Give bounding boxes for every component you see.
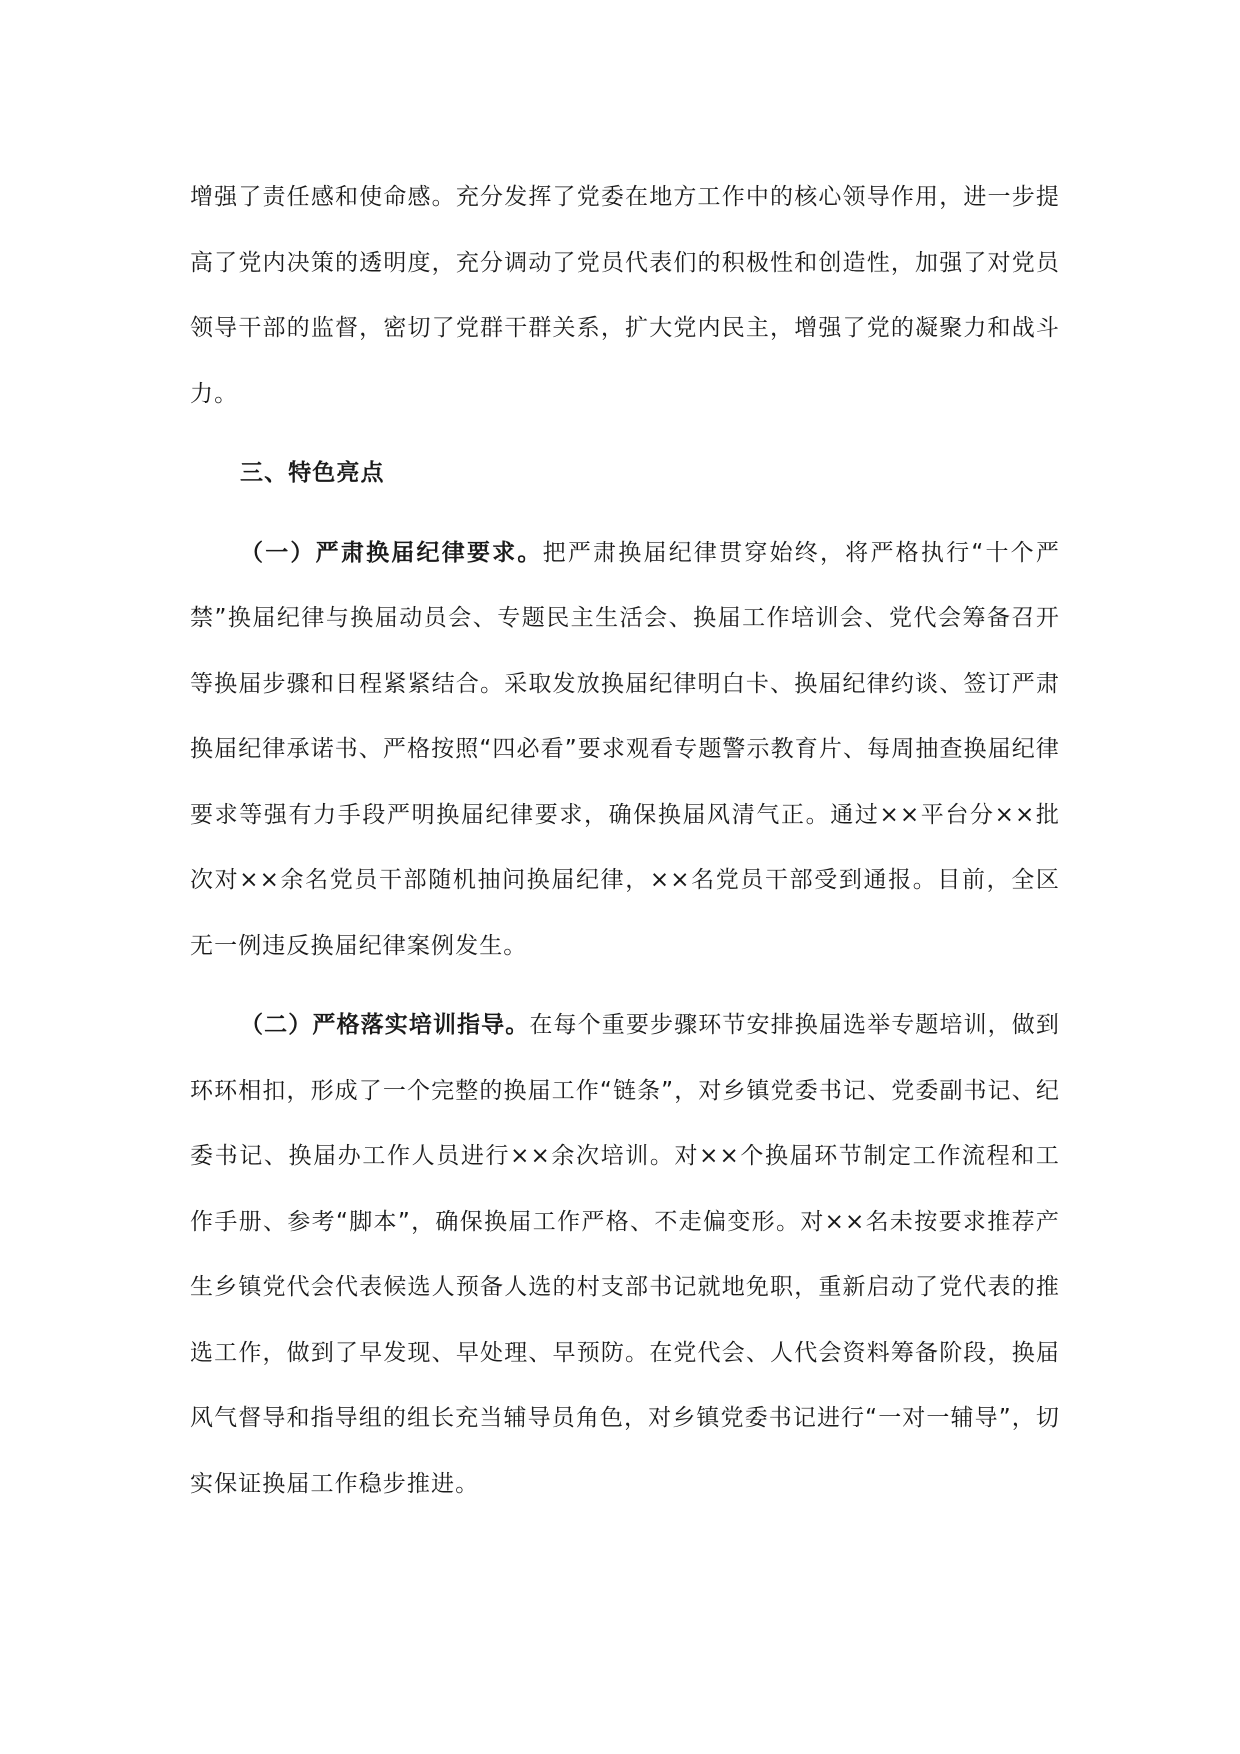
intro-paragraph: 增强了责任感和使命感。充分发挥了党委在地方工作中的核心领导作用，进一步提高了党内决策的透明度，充分调动了党员代表们的积极性和创造性，加强了对党员领导干部的监督，密切了党群干群关系，扩大党内民主，增强了党的凝聚力和战斗力。 [190,184,1060,407]
item-lead-1: （一）严肃换届纪律要求。 [240,539,543,566]
item-body-1: 把严肃换届纪律贯穿始终，将严格执行“十个严禁”换届纪律与换届动员会、专题民主生活会、换届工作培训会、党代会筹备召开等换届步骤和日程紧紧结合。采取发放换届纪律明白卡、换届纪律约谈、签订严肃换届纪律承诺书、严格按照“四必看”要求观看专题警示教育片、每周抽查换届纪律要求等强有力手段严明换届纪律要求，确保换届风清气正。通过××平台分××批次对××余名党员干部随机抽问换届纪律，××名党员干部受到通报。目前，全区无一例违反换届纪律案例发生。 [190,539,1061,959]
item-lead-2: （二）严格落实培训指导。 [240,1012,530,1038]
item-paragraph-2 [190,993,1060,1517]
section-heading: 三、特色亮点 [240,460,385,486]
document-body [190,165,1060,1531]
item-body-2: 在每个重要步骤环节安排换届选举专题培训，做到环环相扣，形成了一个完整的换届工作“链条”，对乡镇党委书记、党委副书记、纪委书记、换届办工作人员进行××余次培训。对××个换届环节制定工作流程和工作手册、参考“脚本”，确保换届工作严格、不走偏变形。对××名未按要求推荐产生乡镇党代会代表候选人预备人选的村支部书记就地免职，重新启动了党代表的推选工作，做到了早发现、早处理、早预防。在党代会、人代会资料筹备阶段，换届风气督导和指导组的组长充当辅导员角色，对乡镇党委书记进行“一对一辅导”，切实保证换届工作稳步推进。 [190,1012,1060,1497]
item-paragraph-1 [190,521,1060,980]
